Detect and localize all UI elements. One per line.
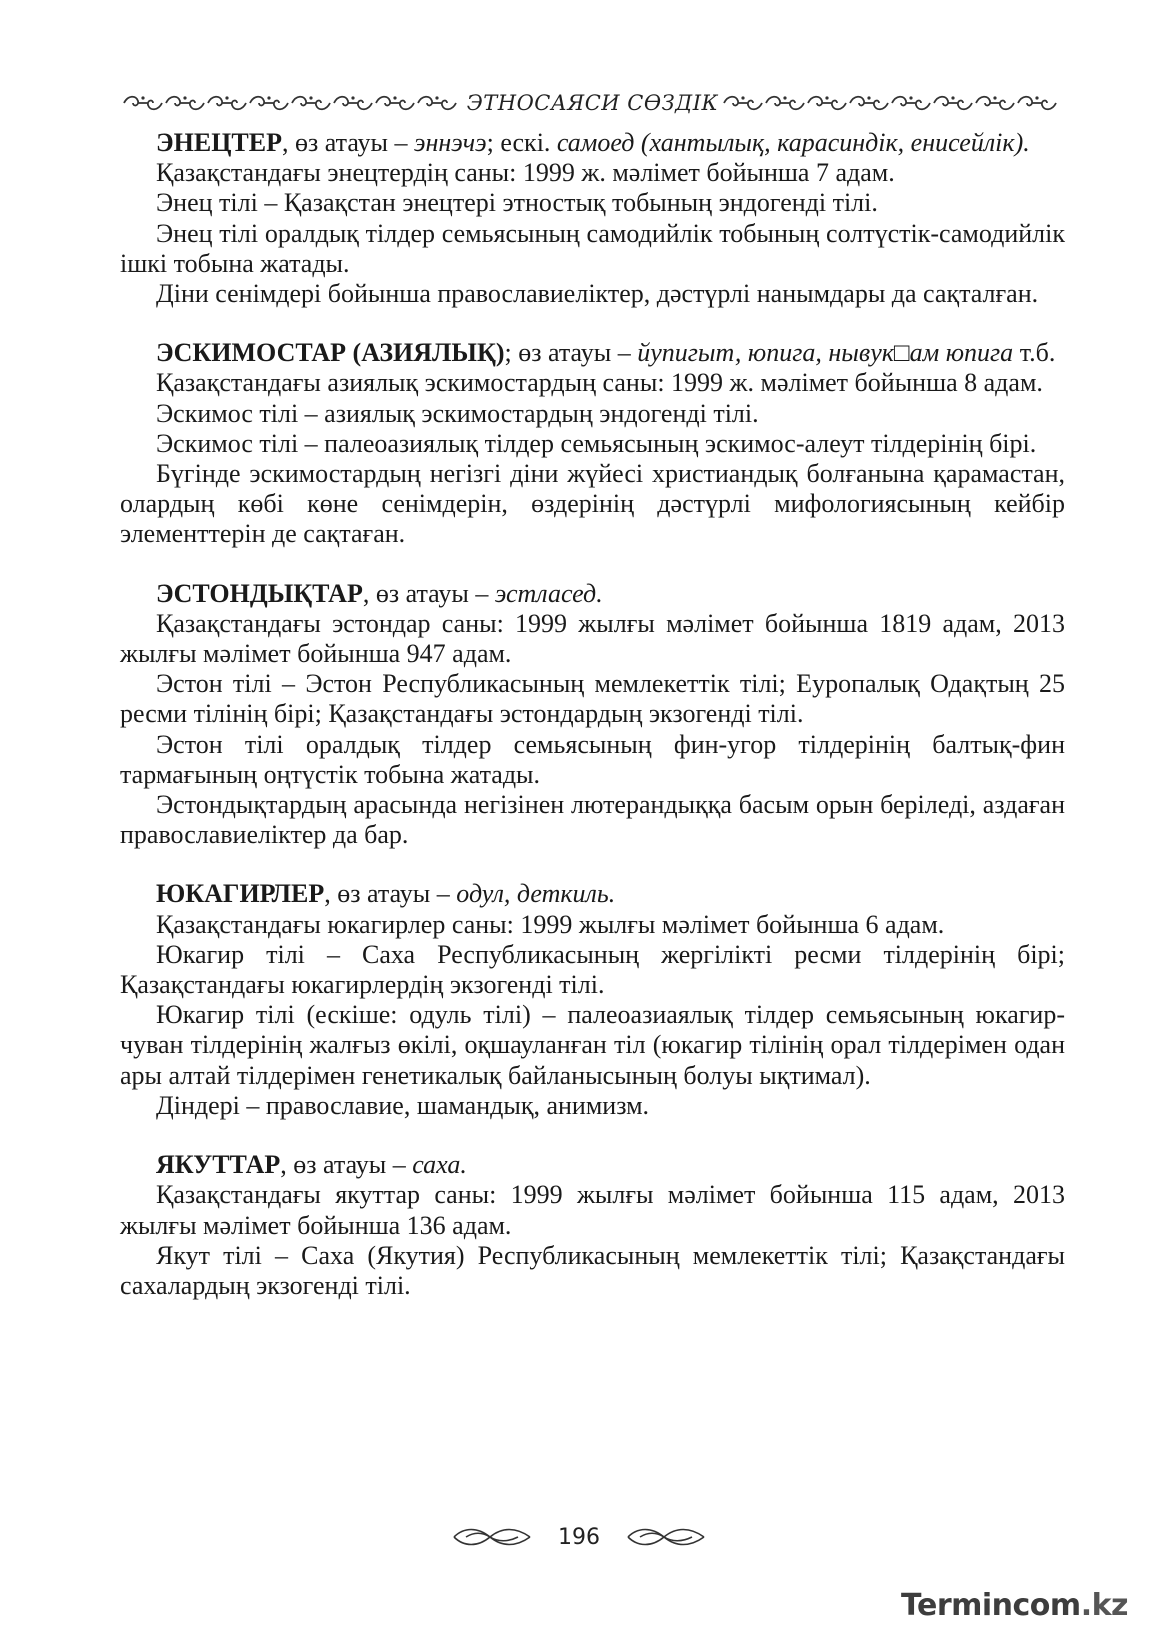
entry-heading: [120, 879, 1065, 909]
page-number: 196: [558, 1524, 600, 1550]
entry-paragraph: Якут тілі – Саха (Якутия) Республикасының мемлекеттік тілі; Қазақстандағы сахалардың экзогенді тілі.: [120, 1240, 1065, 1300]
entry-paragraph: Эстон тілі – Эстон Республикасының мемлекеттік тілі; Еуропалық Одақтың 25 ресми тілінің бірі; Қазақстандағы эстондардың экзогенді тілі.: [120, 669, 1065, 729]
entry-paragraph: Эстон тілі оралдық тілдер семьясының фин-угор тілдерінің балтық-фин тармағының оңтүстік тобына жатады.: [120, 729, 1065, 789]
footer-flourish-left-icon: [452, 1524, 532, 1550]
ornament-dot: [867, 96, 870, 99]
entry-term: ЭСКИМОСТАР (АЗИЯЛЫҚ): [156, 338, 505, 368]
entry-term: ЭНЕЦТЕР: [156, 128, 282, 157]
entry-term: ЮКАГИРЛЕР: [156, 879, 325, 909]
heading-text: т.б.: [1013, 338, 1056, 368]
entry-term: ЯКУТТАР: [156, 1150, 281, 1180]
heading-text: , өз атауы –: [282, 128, 415, 157]
self-name: эстласед.: [494, 578, 603, 608]
heading-text: , өз атауы –: [324, 879, 457, 909]
header-ornament-left-icon: [120, 92, 465, 114]
header-title: ЭТНОСАЯСИ СӨЗДІК: [466, 91, 719, 115]
ornament-dot: [741, 96, 744, 99]
watermark-text: Termincom: [901, 1588, 1081, 1623]
entry-paragraph: Юкагир тілі – Саха Республикасының жергілікті ресми тілдерінің бірі; Қазақстандағы юкагирлердің экзогенді тілі.: [120, 939, 1065, 1000]
ornament-dot: [141, 96, 144, 99]
entry-paragraph: Эскимос тілі – палеоазиялық тілдер семьясының эскимос-алеут тілдерінің бірі.: [156, 428, 1037, 458]
entry-heading: [120, 128, 1065, 158]
entry-heading: [120, 338, 1065, 368]
entry-paragraph: Юкагир тілі (ескіше: одуль тілі) – палеоазиаялық тілдер семьясының юкагир-чуван тілдерінің жалғыз өкілі, оқшауланған тіл (юкагир тілінің орал тілдерімен одан ары алтай тілдерімен генетикалық байланысының болуы ықтимал).: [120, 1000, 1065, 1090]
entry-eskimos: [120, 338, 1065, 549]
entry-heading: [120, 1150, 1065, 1180]
ornament-dot: [783, 96, 786, 99]
ornament-dot: [183, 96, 186, 99]
running-header: [120, 88, 1065, 118]
entry-enets: [120, 128, 1065, 309]
entry-heading: [120, 579, 1065, 609]
ornament-dot: [951, 96, 954, 99]
entry-paragraph: Бүгінде эскимостардың негізгі діни жүйесі христиандық болғанына қарамастан, олардың көбі көне сенімдерін, өздерінің дәстүрлі мифологиясының кейбір элементтерін де сақтаған.: [120, 459, 1065, 549]
heading-text: ; ескі.: [486, 128, 557, 157]
entry-yakuts: [120, 1150, 1065, 1301]
watermark-logo: [901, 1588, 1128, 1623]
entry-paragraph: Эстондықтардың арасында негізінен лютерандыққа басым орын беріледі, аздаған православиеліктер да бар.: [120, 790, 1065, 850]
ornament-dot: [393, 96, 396, 99]
ornament-dot: [435, 96, 438, 99]
ornament-dot: [309, 96, 312, 99]
self-name: эннэчэ: [414, 128, 487, 157]
entry-paragraph: Діни сенімдері бойынша православиеліктер, дәстүрлі нанымдары да сақталған.: [156, 279, 1039, 309]
entry-estonians: [120, 579, 1065, 851]
entry-paragraph: Діндері – православие, шамандық, анимизм.: [156, 1090, 650, 1120]
entry-paragraph: Эскимос тілі – азиялық эскимостардың эндогенді тілі.: [156, 398, 759, 428]
entry-paragraph: Энец тілі оралдық тілдер семьясының самодийлік тобының солтүстік-самодийлік ішкі тобына жатады.: [120, 218, 1065, 278]
entry-paragraph: Қазақстандағы якуттар саны: 1999 жылғы мәлімет бойынша 115 адам, 2013 жылғы мәлімет бойынша 136 адам.: [120, 1180, 1065, 1240]
entry-paragraph: Қазақстандағы азиялық эскимостардың саны: 1999 ж. мәлімет бойынша 8 адам.: [156, 368, 1043, 398]
ornament-dot: [993, 96, 996, 99]
dictionary-content: [120, 128, 1065, 1330]
self-name: йупигыт, юпига, нывук□ам юпига: [637, 338, 1014, 368]
header-ornament-right-icon: [720, 92, 1065, 114]
ornament-dot: [225, 96, 228, 99]
ornament-dot: [351, 96, 354, 99]
entry-paragraph: Энец тілі – Қазақстан энецтері этностық тобының эндогенді тілі.: [156, 188, 878, 218]
heading-text: , өз атауы –: [280, 1150, 413, 1180]
ornament-dot: [267, 96, 270, 99]
entry-yukaghirs: [120, 879, 1065, 1121]
page-footer: [0, 1520, 1158, 1554]
entry-paragraph: Қазақстандағы энецтердің саны: 1999 ж. мәлімет бойынша 7 адам.: [156, 158, 895, 188]
entry-paragraph: Қазақстандағы юкагирлер саны: 1999 жылғы мәлімет бойынша 6 адам.: [156, 909, 945, 939]
ornament-dot: [825, 96, 828, 99]
heading-text: , өз атауы –: [362, 578, 495, 608]
self-name: одул, деткиль.: [456, 879, 616, 909]
heading-text: ; өз атауы –: [504, 338, 638, 368]
watermark-domain: .kz: [1080, 1588, 1128, 1623]
self-name: саха.: [412, 1150, 467, 1180]
ornament-dot: [1035, 96, 1038, 99]
ornament-dot: [909, 96, 912, 99]
entry-term: ЭСТОНДЫҚТАР: [156, 578, 363, 608]
entry-paragraph: Қазақстандағы эстондар саны: 1999 жылғы мәлімет бойынша 1819 адам, 2013 жылғы мәлімет бойынша 947 адам.: [120, 608, 1065, 669]
old-name: самоед (хантылық, карасиндік, енисейлік).: [556, 128, 1030, 157]
footer-flourish-right-icon: [626, 1524, 706, 1550]
